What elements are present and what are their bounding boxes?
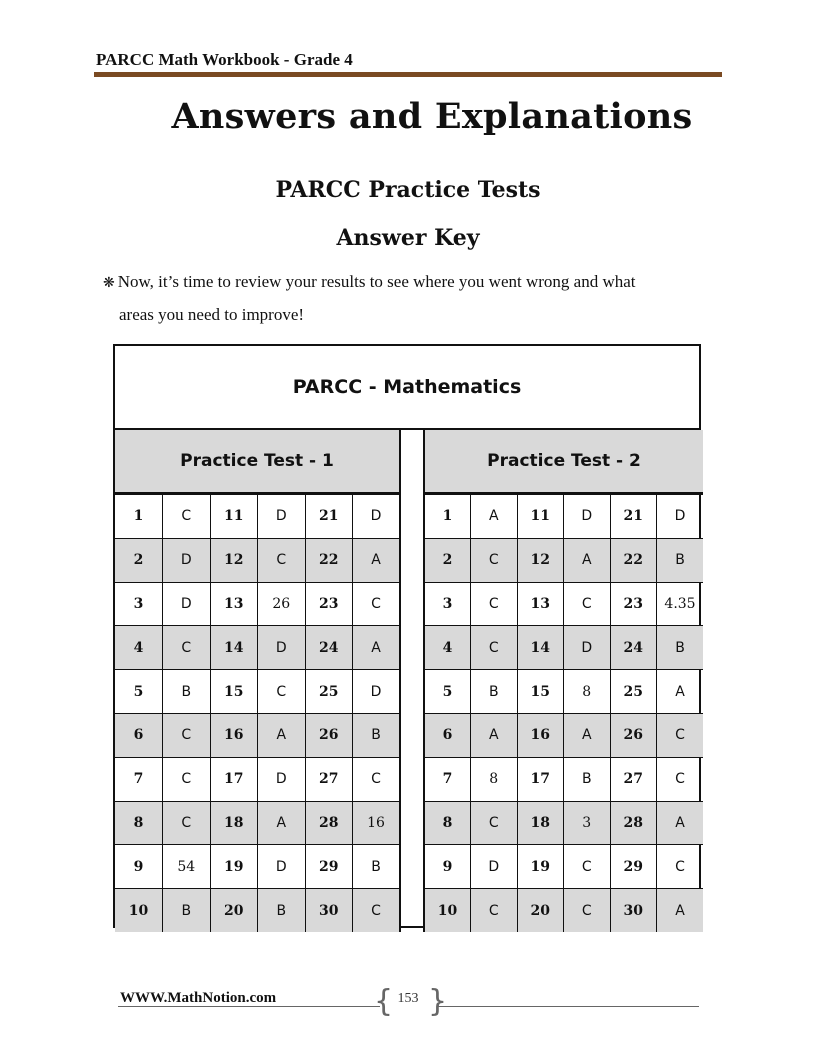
answer-cell: C xyxy=(657,713,704,757)
answer-row xyxy=(424,670,703,714)
answer-cell: B xyxy=(353,845,401,889)
answer-cell: D xyxy=(657,495,704,539)
answer-row xyxy=(115,670,400,714)
answer-cell: A xyxy=(657,670,704,714)
answer-cell: C xyxy=(471,538,518,582)
answer-cell: C xyxy=(258,538,306,582)
answer-row xyxy=(115,801,400,845)
practice-test-2-answers xyxy=(423,494,703,932)
answer-cell: C xyxy=(564,889,611,932)
question-number-cell: 21 xyxy=(610,495,657,539)
answer-cell: B xyxy=(163,889,211,932)
answer-cell: 8 xyxy=(564,670,611,714)
question-number-cell: 5 xyxy=(115,670,163,714)
answer-cell: C xyxy=(471,801,518,845)
answer-cell: D xyxy=(353,495,401,539)
answer-row xyxy=(424,626,703,670)
running-header: PARCC Math Workbook - Grade 4 xyxy=(96,50,353,69)
answer-cell: C xyxy=(163,713,211,757)
answer-cell: C xyxy=(163,801,211,845)
answer-cell: B xyxy=(657,538,704,582)
practice-test-2-block xyxy=(423,430,703,932)
answer-row xyxy=(115,626,400,670)
answer-cell: A xyxy=(471,713,518,757)
answer-row xyxy=(115,495,400,539)
snowflake-bullet-icon: ❋ xyxy=(103,275,115,291)
question-number-cell: 25 xyxy=(610,670,657,714)
left-brace-icon: { xyxy=(374,984,394,1019)
answer-cell: B xyxy=(657,626,704,670)
practice-test-1-block xyxy=(115,430,401,932)
practice-test-1-header: Practice Test - 1 xyxy=(115,430,401,494)
question-number-cell: 27 xyxy=(305,757,353,801)
question-number-cell: 16 xyxy=(210,713,258,757)
answer-cell: 4.35 xyxy=(657,582,704,626)
answer-cell: B xyxy=(353,713,401,757)
question-number-cell: 21 xyxy=(305,495,353,539)
question-number-cell: 24 xyxy=(610,626,657,670)
header-rule xyxy=(94,72,722,77)
answer-cell: C xyxy=(353,582,401,626)
answer-key-title: PARCC - Mathematics xyxy=(115,346,699,430)
footer-rule-left xyxy=(118,1006,380,1007)
practice-test-2-header: Practice Test - 2 xyxy=(423,430,703,494)
answer-cell: D xyxy=(564,495,611,539)
question-number-cell: 1 xyxy=(115,495,163,539)
answer-cell: A xyxy=(564,538,611,582)
question-number-cell: 7 xyxy=(424,757,471,801)
question-number-cell: 2 xyxy=(115,538,163,582)
answer-row xyxy=(424,801,703,845)
answer-row xyxy=(115,845,400,889)
answer-cell: 3 xyxy=(564,801,611,845)
answer-cell: 26 xyxy=(258,582,306,626)
answer-cell: C xyxy=(471,626,518,670)
answer-cell: B xyxy=(163,670,211,714)
answer-cell: B xyxy=(564,757,611,801)
page-title: Answers and Explanations xyxy=(171,96,693,137)
question-number-cell: 13 xyxy=(210,582,258,626)
question-number-cell: 1 xyxy=(424,495,471,539)
right-brace-icon: } xyxy=(428,984,448,1019)
answer-cell: C xyxy=(353,889,401,932)
question-number-cell: 9 xyxy=(424,845,471,889)
question-number-cell: 14 xyxy=(517,626,564,670)
question-number-cell: 9 xyxy=(115,845,163,889)
question-number-cell: 12 xyxy=(517,538,564,582)
question-number-cell: 10 xyxy=(115,889,163,932)
answer-key-table xyxy=(113,344,701,928)
question-number-cell: 6 xyxy=(424,713,471,757)
intro-line-2: areas you need to improve! xyxy=(119,305,305,324)
question-number-cell: 26 xyxy=(610,713,657,757)
answer-row xyxy=(424,713,703,757)
question-number-cell: 25 xyxy=(305,670,353,714)
question-number-cell: 10 xyxy=(424,889,471,932)
question-number-cell: 20 xyxy=(517,889,564,932)
question-number-cell: 8 xyxy=(115,801,163,845)
answer-cell: D xyxy=(258,757,306,801)
answer-cell: D xyxy=(163,582,211,626)
question-number-cell: 23 xyxy=(610,582,657,626)
answer-cell: D xyxy=(258,495,306,539)
answer-cell: D xyxy=(163,538,211,582)
section-subtitle: PARCC Practice Tests xyxy=(275,177,541,203)
question-number-cell: 29 xyxy=(610,845,657,889)
answer-cell: C xyxy=(657,845,704,889)
answer-row xyxy=(115,538,400,582)
answer-cell: D xyxy=(258,845,306,889)
question-number-cell: 19 xyxy=(210,845,258,889)
answer-cell: A xyxy=(353,626,401,670)
question-number-cell: 5 xyxy=(424,670,471,714)
question-number-cell: 18 xyxy=(517,801,564,845)
question-number-cell: 11 xyxy=(517,495,564,539)
answer-cell: C xyxy=(163,626,211,670)
answer-row xyxy=(115,889,400,932)
answer-row xyxy=(115,757,400,801)
answer-cell: C xyxy=(471,889,518,932)
answer-cell: A xyxy=(657,889,704,932)
question-number-cell: 30 xyxy=(610,889,657,932)
footer-website: WWW.MathNotion.com xyxy=(120,990,277,1006)
answer-cell: 8 xyxy=(471,757,518,801)
answer-cell: A xyxy=(258,801,306,845)
question-number-cell: 7 xyxy=(115,757,163,801)
question-number-cell: 29 xyxy=(305,845,353,889)
answer-cell: D xyxy=(258,626,306,670)
question-number-cell: 3 xyxy=(424,582,471,626)
answer-row xyxy=(424,889,703,932)
question-number-cell: 24 xyxy=(305,626,353,670)
answer-row xyxy=(424,495,703,539)
answer-cell: C xyxy=(163,495,211,539)
answer-cell: A xyxy=(471,495,518,539)
question-number-cell: 4 xyxy=(424,626,471,670)
question-number-cell: 15 xyxy=(210,670,258,714)
question-number-cell: 18 xyxy=(210,801,258,845)
answer-cell: C xyxy=(564,582,611,626)
answer-row xyxy=(424,845,703,889)
answer-cell: A xyxy=(657,801,704,845)
practice-test-1-answers xyxy=(115,494,401,932)
answer-cell: C xyxy=(657,757,704,801)
intro-paragraph xyxy=(103,266,713,331)
question-number-cell: 8 xyxy=(424,801,471,845)
question-number-cell: 28 xyxy=(305,801,353,845)
answer-cell: D xyxy=(353,670,401,714)
answer-cell: C xyxy=(258,670,306,714)
answer-cell: D xyxy=(564,626,611,670)
answer-row xyxy=(115,713,400,757)
question-number-cell: 22 xyxy=(610,538,657,582)
answer-row xyxy=(424,757,703,801)
answer-row xyxy=(115,582,400,626)
answer-cell: 54 xyxy=(163,845,211,889)
page-number: 153 xyxy=(397,991,419,1006)
question-number-cell: 23 xyxy=(305,582,353,626)
answer-cell: B xyxy=(471,670,518,714)
answer-cell: A xyxy=(353,538,401,582)
answer-cell: C xyxy=(163,757,211,801)
question-number-cell: 15 xyxy=(517,670,564,714)
answer-cell: D xyxy=(471,845,518,889)
question-number-cell: 16 xyxy=(517,713,564,757)
question-number-cell: 17 xyxy=(210,757,258,801)
answer-row xyxy=(424,582,703,626)
answer-cell: C xyxy=(471,582,518,626)
question-number-cell: 13 xyxy=(517,582,564,626)
question-number-cell: 27 xyxy=(610,757,657,801)
question-number-cell: 14 xyxy=(210,626,258,670)
question-number-cell: 3 xyxy=(115,582,163,626)
question-number-cell: 22 xyxy=(305,538,353,582)
question-number-cell: 11 xyxy=(210,495,258,539)
question-number-cell: 2 xyxy=(424,538,471,582)
answer-cell: C xyxy=(564,845,611,889)
question-number-cell: 26 xyxy=(305,713,353,757)
answer-cell: A xyxy=(258,713,306,757)
question-number-cell: 17 xyxy=(517,757,564,801)
intro-line-1: Now, it’s time to review your results to see where you went wrong and what xyxy=(117,272,636,291)
answer-row xyxy=(424,538,703,582)
question-number-cell: 28 xyxy=(610,801,657,845)
answer-cell: C xyxy=(353,757,401,801)
question-number-cell: 30 xyxy=(305,889,353,932)
footer-rule-right xyxy=(437,1006,699,1007)
question-number-cell: 4 xyxy=(115,626,163,670)
answer-cell: B xyxy=(258,889,306,932)
answer-key-heading: Answer Key xyxy=(336,225,480,251)
question-number-cell: 20 xyxy=(210,889,258,932)
answer-cell: 16 xyxy=(353,801,401,845)
question-number-cell: 19 xyxy=(517,845,564,889)
question-number-cell: 6 xyxy=(115,713,163,757)
question-number-cell: 12 xyxy=(210,538,258,582)
answer-cell: A xyxy=(564,713,611,757)
